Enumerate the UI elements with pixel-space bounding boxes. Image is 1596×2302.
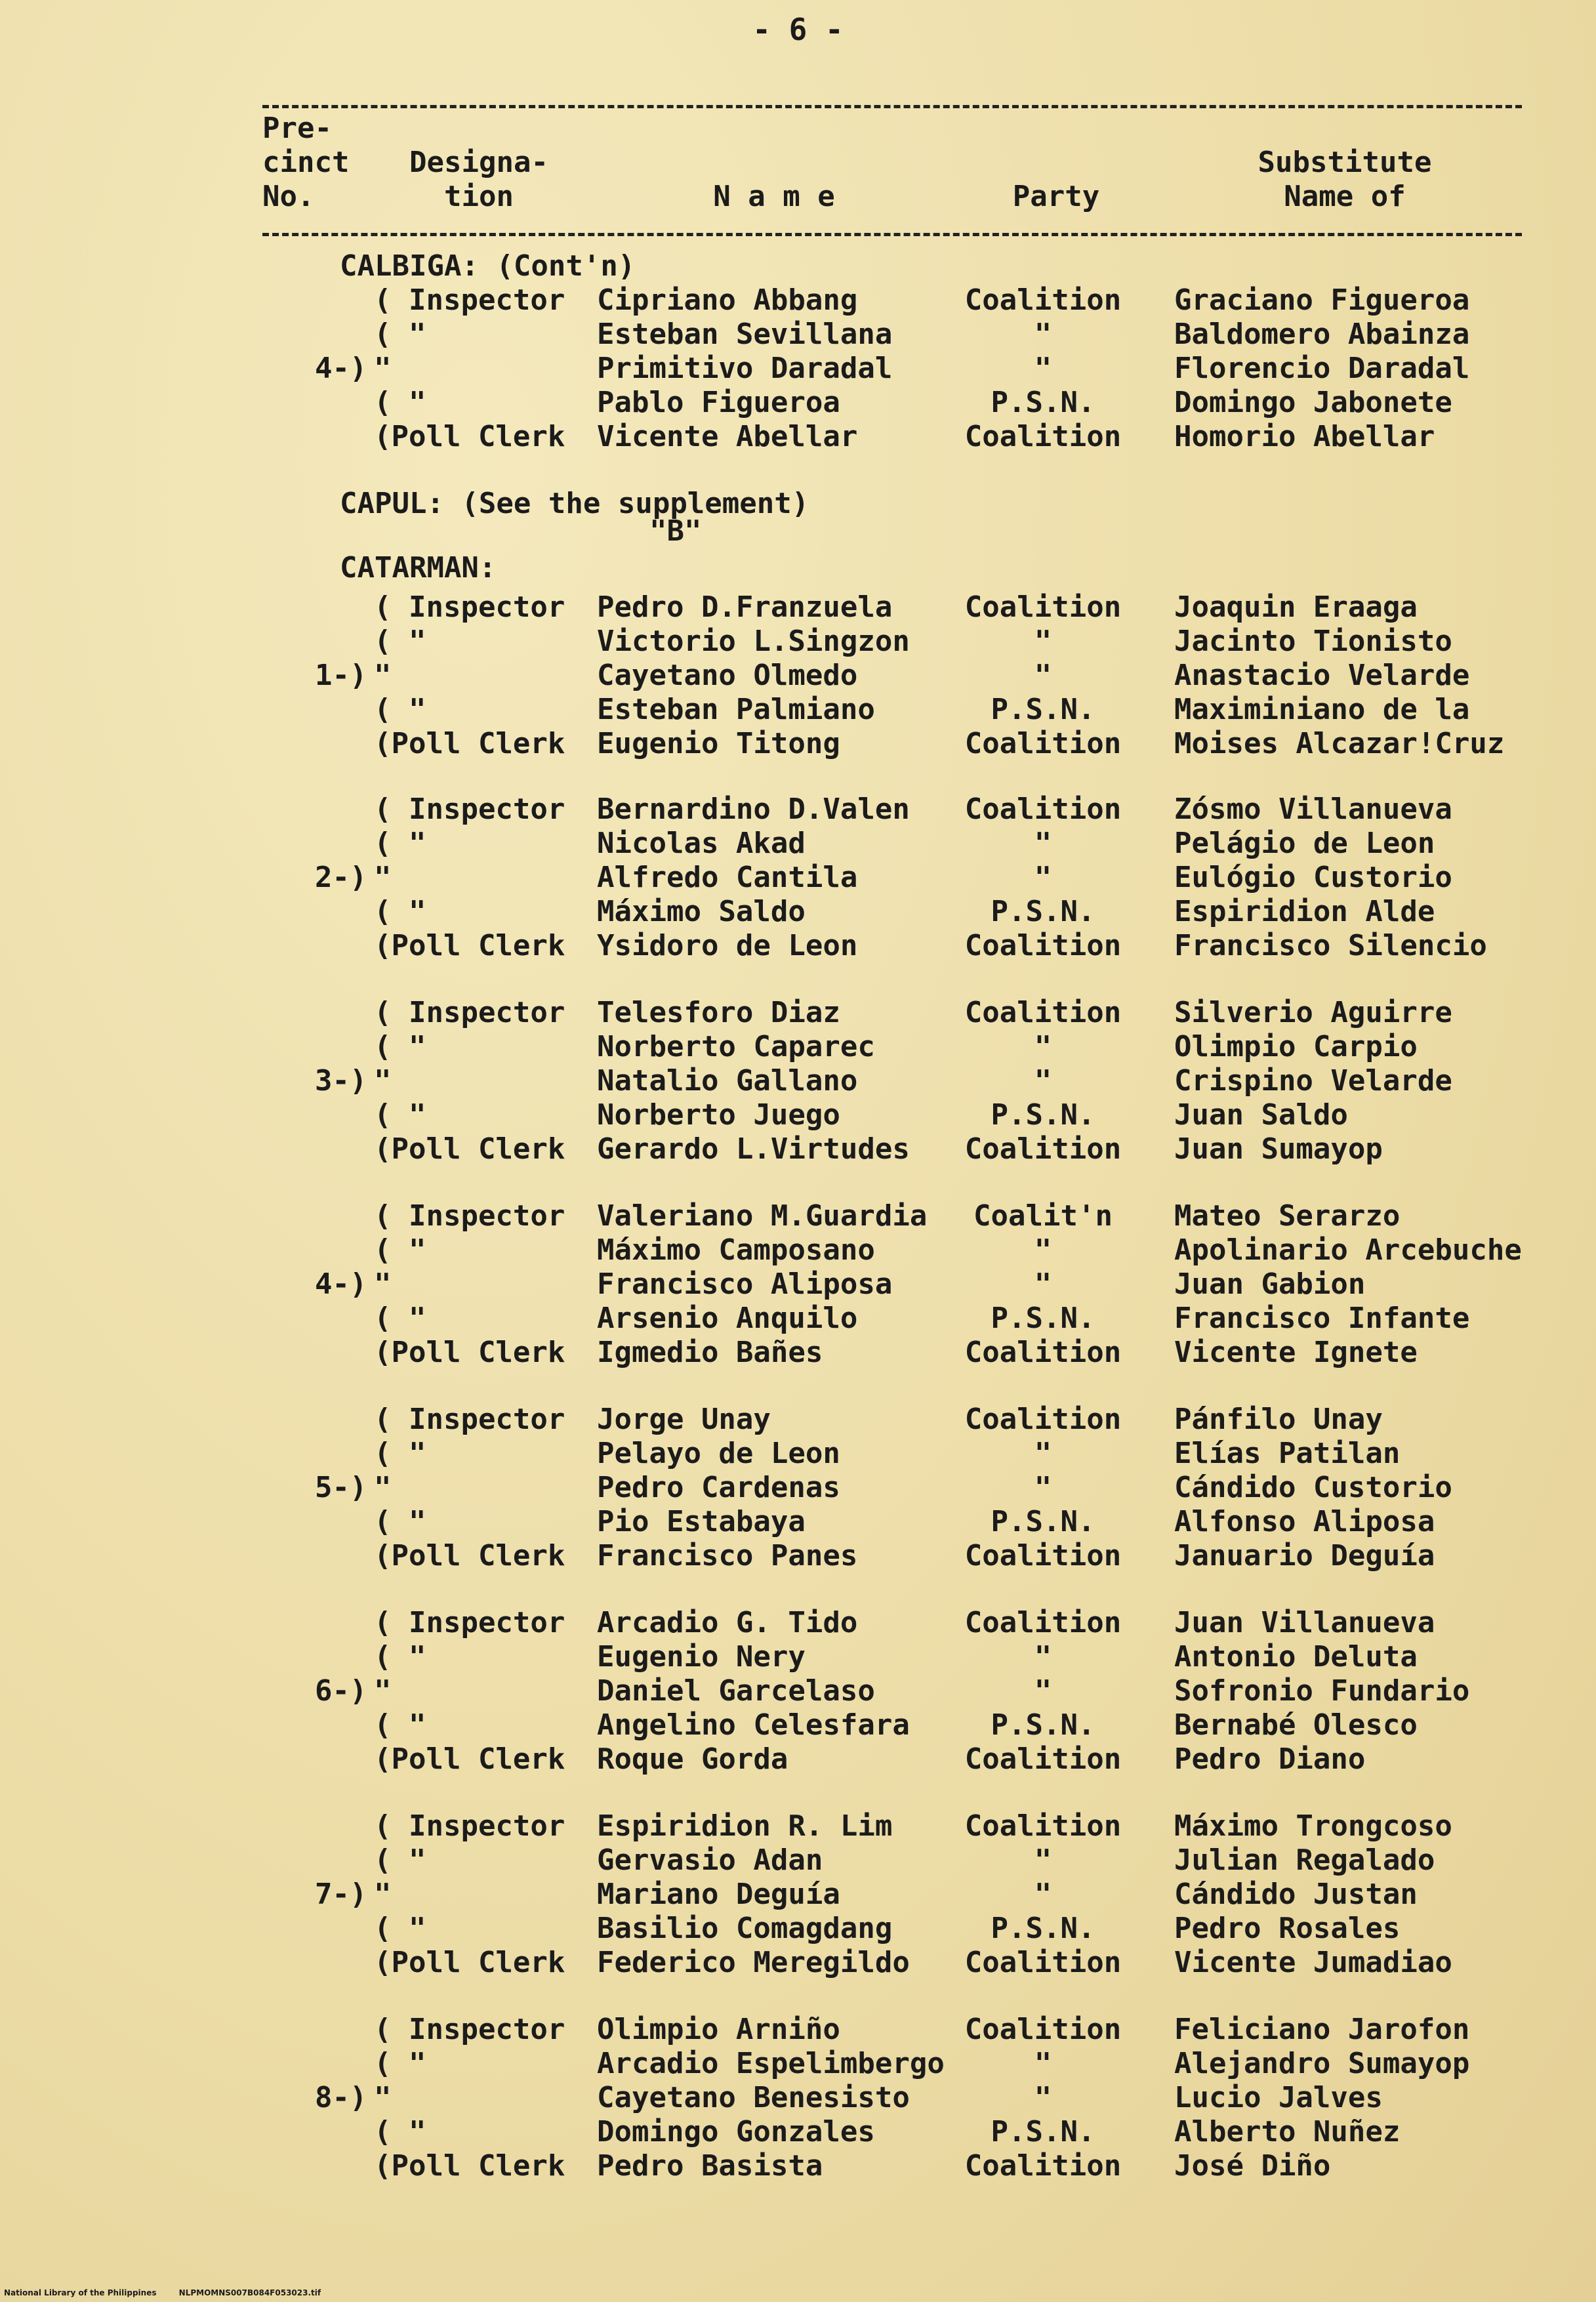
- precinct-number: 8-): [315, 2081, 367, 2114]
- name-cell: Francisco Panes: [597, 1539, 858, 1572]
- party-cell: ": [1034, 827, 1052, 860]
- designation-cell: (Poll Clerk: [374, 929, 565, 962]
- designation-cell: ( Inspector: [374, 996, 565, 1029]
- name-cell: Cipriano Abbang: [597, 283, 858, 317]
- name-cell: Cayetano Olmedo: [597, 659, 858, 692]
- designation-cell: (Poll Clerk: [374, 1132, 565, 1166]
- party-cell: ": [1034, 625, 1052, 658]
- name-cell: Esteban Palmiano: [597, 693, 875, 726]
- party-cell: ": [1034, 1233, 1052, 1267]
- substitute-cell: Moises Alcazar!Cruz: [1174, 727, 1505, 760]
- designation-cell: ( Inspector: [374, 1199, 565, 1233]
- table-row: [262, 1606, 1522, 1640]
- party-cell: Coalition: [964, 283, 1122, 317]
- header-designation-line1: Designa-: [409, 146, 548, 179]
- designation-cell: ": [374, 1267, 392, 1301]
- substitute-cell: Sofronio Fundario: [1174, 1674, 1470, 1708]
- substitute-cell: Apolinario Arcebuche: [1174, 1233, 1522, 1267]
- name-cell: Daniel Garcelaso: [597, 1674, 875, 1708]
- name-cell: Arcadio G. Tido: [597, 1606, 858, 1639]
- designation-cell: ( ": [374, 827, 426, 860]
- designation-cell: ( ": [374, 318, 426, 351]
- substitute-cell: Domingo Jabonete: [1174, 386, 1452, 419]
- designation-cell: ": [374, 1878, 392, 1911]
- table-row: [262, 1403, 1522, 1437]
- file-reference: NLPMOMNS007B084F053023.tif: [178, 2288, 321, 2297]
- designation-cell: ( Inspector: [374, 283, 565, 317]
- name-cell: Cayetano Benesisto: [597, 2081, 910, 2114]
- header-substitute-line2: Name of: [1284, 180, 1406, 213]
- substitute-cell: Elías Patilan: [1174, 1437, 1401, 1470]
- substitute-cell: Zósmo Villanueva: [1174, 792, 1452, 826]
- substitute-cell: Antonio Deluta: [1174, 1640, 1418, 1674]
- precinct-number: 1-): [315, 659, 367, 692]
- party-cell: ": [1034, 1640, 1052, 1674]
- designation-cell: ( ": [374, 2115, 426, 2148]
- table-row: [262, 1505, 1522, 1539]
- party-cell: ": [1034, 861, 1052, 894]
- name-cell: Olimpio Arniño: [597, 2013, 840, 2046]
- table-header: [262, 112, 1522, 236]
- table-row: [262, 1267, 1522, 1302]
- substitute-cell: Julian Regalado: [1174, 1843, 1435, 1877]
- designation-cell: ( ": [374, 386, 426, 419]
- designation-cell: ( Inspector: [374, 1606, 565, 1639]
- name-cell: Máximo Saldo: [597, 895, 806, 928]
- designation-cell: ( Inspector: [374, 1809, 565, 1843]
- name-cell: Eugenio Nery: [597, 1640, 806, 1674]
- designation-cell: (Poll Clerk: [374, 1336, 565, 1369]
- party-cell: ": [1034, 1878, 1052, 1911]
- substitute-cell: Januario Deguía: [1174, 1539, 1435, 1572]
- party-cell: Coalition: [964, 727, 1122, 760]
- substitute-cell: Francisco Infante: [1174, 1302, 1470, 1335]
- substitute-cell: Pedro Diano: [1174, 1742, 1366, 1776]
- table-row: [262, 861, 1522, 895]
- designation-cell: ( Inspector: [374, 590, 565, 624]
- name-cell: Norberto Caparec: [597, 1030, 875, 1063]
- table-row: [262, 386, 1522, 420]
- substitute-cell: Pedro Rosales: [1174, 1912, 1401, 1945]
- name-cell: Norberto Juego: [597, 1098, 840, 1132]
- party-cell: ": [1034, 1471, 1052, 1504]
- party-cell: ": [1034, 1674, 1052, 1708]
- substitute-cell: Alejandro Sumayop: [1174, 2047, 1470, 2080]
- header-precinct-line2: cinct: [262, 146, 350, 179]
- designation-cell: ( ": [374, 2047, 426, 2080]
- designation-cell: (Poll Clerk: [374, 1946, 565, 1979]
- party-cell: Coalition: [964, 2149, 1122, 2183]
- designation-cell: ( ": [374, 1098, 426, 1132]
- party-cell: Coalition: [964, 1132, 1122, 1166]
- header-designation: [394, 146, 564, 214]
- name-cell: Natalio Gallano: [597, 1064, 858, 1098]
- table-row: [262, 1539, 1522, 1573]
- precinct-number: 7-): [315, 1878, 367, 1911]
- name-cell: Domingo Gonzales: [597, 2115, 875, 2148]
- party-cell: Coalition: [964, 996, 1122, 1029]
- table-row: [262, 2115, 1522, 2149]
- precinct-number: 6-): [315, 1674, 367, 1708]
- name-cell: Angelino Celesfara: [597, 1708, 910, 1742]
- party-cell: P.S.N.: [991, 1912, 1095, 1945]
- table-row: [262, 318, 1522, 352]
- party-cell: Coalition: [964, 1946, 1122, 1979]
- name-cell: Primitivo Daradal: [597, 352, 893, 385]
- table-row: [262, 352, 1522, 386]
- precinct-block-catarman-8: [262, 2013, 1522, 2183]
- precinct-number: 4-): [315, 1267, 367, 1301]
- name-cell: Roque Gorda: [597, 1742, 788, 1776]
- designation-cell: ": [374, 1674, 392, 1708]
- party-cell: P.S.N.: [991, 895, 1095, 928]
- designation-cell: ( Inspector: [374, 792, 565, 826]
- substitute-cell: Homorio Abellar: [1174, 420, 1435, 453]
- party-cell: ": [1034, 1064, 1052, 1098]
- designation-cell: (Poll Clerk: [374, 420, 565, 453]
- substitute-cell: José Diño: [1174, 2149, 1331, 2183]
- substitute-cell: Juan Gabion: [1174, 1267, 1366, 1301]
- library-credit: National Library of the Philippines: [4, 2288, 157, 2297]
- designation-cell: ( ": [374, 1302, 426, 1335]
- designation-cell: ( ": [374, 1708, 426, 1742]
- designation-cell: ( ": [374, 1030, 426, 1063]
- designation-cell: ( ": [374, 1843, 426, 1877]
- name-cell: Bernardino D.Valen: [597, 792, 910, 826]
- name-cell: Igmedio Bañes: [597, 1336, 823, 1369]
- designation-cell: ( ": [374, 625, 426, 658]
- substitute-cell: Lucio Jalves: [1174, 2081, 1383, 2114]
- name-cell: Alfredo Cantila: [597, 861, 858, 894]
- substitute-cell: Joaquin Eraaga: [1174, 590, 1418, 624]
- table-row: [262, 1640, 1522, 1674]
- party-cell: ": [1034, 1843, 1052, 1877]
- party-cell: ": [1034, 1437, 1052, 1470]
- header-top-rule: [262, 105, 1522, 108]
- party-cell: P.S.N.: [991, 386, 1095, 419]
- name-cell: Pedro Basista: [597, 2149, 823, 2183]
- party-cell: P.S.N.: [991, 1302, 1095, 1335]
- substitute-cell: Bernabé Olesco: [1174, 1708, 1418, 1742]
- table-row: [262, 1437, 1522, 1471]
- name-cell: Arcadio Espelimbergo: [597, 2047, 945, 2080]
- name-cell: Esteban Sevillana: [597, 318, 893, 351]
- substitute-cell: Crispino Velarde: [1174, 1064, 1452, 1098]
- designation-cell: ": [374, 861, 392, 894]
- party-cell: Coalition: [964, 1606, 1122, 1639]
- substitute-cell: Vicente Jumadiao: [1174, 1946, 1452, 1979]
- capul-supplement-note: "B": [649, 514, 702, 548]
- substitute-cell: Baldomero Abainza: [1174, 318, 1470, 351]
- substitute-cell: Juan Saldo: [1174, 1098, 1348, 1132]
- party-cell: Coalit'n: [973, 1199, 1113, 1233]
- party-cell: P.S.N.: [991, 1098, 1095, 1132]
- table-row: [262, 1809, 1522, 1843]
- table-row: [262, 1098, 1522, 1132]
- table-row: [262, 827, 1522, 861]
- designation-cell: ( ": [374, 693, 426, 726]
- name-cell: Eugenio Titong: [597, 727, 840, 760]
- table-row: [262, 590, 1522, 625]
- table-row: [262, 2047, 1522, 2081]
- designation-cell: ( ": [374, 1233, 426, 1267]
- designation-cell: ": [374, 1064, 392, 1098]
- name-cell: Pio Estabaya: [597, 1505, 806, 1538]
- party-cell: P.S.N.: [991, 693, 1095, 726]
- substitute-cell: Pánfilo Unay: [1174, 1403, 1383, 1436]
- header-name: N a m e: [713, 180, 835, 213]
- substitute-cell: Eulógio Custorio: [1174, 861, 1452, 894]
- name-cell: Arsenio Anquilo: [597, 1302, 858, 1335]
- table-row: [262, 1674, 1522, 1708]
- name-cell: Mariano Deguía: [597, 1878, 840, 1911]
- name-cell: Basilio Comagdang: [597, 1912, 893, 1945]
- precinct-block-calbiga-4: [262, 283, 1522, 454]
- party-cell: Coalition: [964, 929, 1122, 962]
- name-cell: Pablo Figueroa: [597, 386, 840, 419]
- page-number: - 6 -: [752, 12, 844, 47]
- table-row: [262, 727, 1522, 761]
- header-precinct: [262, 112, 361, 214]
- substitute-cell: Anastacio Velarde: [1174, 659, 1470, 692]
- header-substitute-line1: Substitute: [1258, 146, 1432, 179]
- table-row: [262, 1708, 1522, 1742]
- party-cell: Coalition: [964, 792, 1122, 826]
- substitute-cell: Espiridion Alde: [1174, 895, 1435, 928]
- table-row: [262, 1302, 1522, 1336]
- substitute-cell: Juan Villanueva: [1174, 1606, 1435, 1639]
- substitute-cell: Juan Sumayop: [1174, 1132, 1383, 1166]
- designation-cell: (Poll Clerk: [374, 2149, 565, 2183]
- designation-cell: ": [374, 1471, 392, 1504]
- party-cell: P.S.N.: [991, 1708, 1095, 1742]
- table-row: [262, 929, 1522, 963]
- name-cell: Telesforo Diaz: [597, 996, 840, 1029]
- table-row: [262, 693, 1522, 727]
- section-title-calbiga: CALBIGA: (Cont'n): [340, 249, 636, 283]
- name-cell: Nicolas Akad: [597, 827, 806, 860]
- substitute-cell: Francisco Silencio: [1174, 929, 1487, 962]
- substitute-cell: Jacinto Tionisto: [1174, 625, 1452, 658]
- name-cell: Espiridion R. Lim: [597, 1809, 893, 1843]
- substitute-cell: Cándido Custorio: [1174, 1471, 1452, 1504]
- precinct-block-catarman-1: [262, 590, 1522, 761]
- header-substitute: [1181, 146, 1509, 214]
- designation-cell: ( Inspector: [374, 1403, 565, 1436]
- designation-cell: ": [374, 2081, 392, 2114]
- substitute-cell: Máximo Trongcoso: [1174, 1809, 1452, 1843]
- party-cell: Coalition: [964, 420, 1122, 453]
- header-precinct-line3: No.: [262, 180, 315, 213]
- substitute-cell: Maximiniano de la: [1174, 693, 1470, 726]
- party-cell: Coalition: [964, 590, 1122, 624]
- substitute-cell: Florencio Daradal: [1174, 352, 1470, 385]
- table-row: [262, 2149, 1522, 2183]
- precinct-number: 3-): [315, 1064, 367, 1098]
- party-cell: ": [1034, 352, 1052, 385]
- precinct-block-catarman-3: [262, 996, 1522, 1166]
- table-row: [262, 1843, 1522, 1878]
- section-title-catarman: CATARMAN:: [340, 551, 497, 585]
- header-designation-line2: tion: [444, 180, 514, 213]
- precinct-number: 4-): [315, 352, 367, 385]
- table-row: [262, 1064, 1522, 1098]
- table-row: [262, 2013, 1522, 2047]
- table-row: [262, 1912, 1522, 1946]
- substitute-cell: Feliciano Jarofon: [1174, 2013, 1470, 2046]
- table-row: [262, 420, 1522, 454]
- designation-cell: (Poll Clerk: [374, 1539, 565, 1572]
- designation-cell: ( ": [374, 1640, 426, 1674]
- name-cell: Pelayo de Leon: [597, 1437, 840, 1470]
- table-row: [262, 895, 1522, 929]
- table-row: [262, 1878, 1522, 1912]
- table-row: [262, 1471, 1522, 1505]
- substitute-cell: Mateo Serarzo: [1174, 1199, 1401, 1233]
- designation-cell: ( ": [374, 1912, 426, 1945]
- party-cell: ": [1034, 2047, 1052, 2080]
- party-cell: ": [1034, 2081, 1052, 2114]
- name-cell: Valeriano M.Guardia: [597, 1199, 928, 1233]
- name-cell: Jorge Unay: [597, 1403, 771, 1436]
- name-cell: Gervasio Adan: [597, 1843, 823, 1877]
- table-row: [262, 1030, 1522, 1064]
- header-precinct-line1: Pre-: [262, 112, 332, 145]
- party-cell: Coalition: [964, 2013, 1122, 2046]
- name-cell: Pedro Cardenas: [597, 1471, 840, 1504]
- table-row: [262, 283, 1522, 318]
- table-row: [262, 659, 1522, 693]
- substitute-cell: Olimpio Carpio: [1174, 1030, 1418, 1063]
- substitute-cell: Alfonso Aliposa: [1174, 1505, 1435, 1538]
- party-cell: P.S.N.: [991, 2115, 1095, 2148]
- substitute-cell: Alberto Nuñez: [1174, 2115, 1401, 2148]
- substitute-cell: Silverio Aguirre: [1174, 996, 1452, 1029]
- table-row: [262, 625, 1522, 659]
- precinct-block-catarman-7: [262, 1809, 1522, 1980]
- designation-cell: ( Inspector: [374, 2013, 565, 2046]
- party-cell: Coalition: [964, 1336, 1122, 1369]
- party-cell: ": [1034, 1030, 1052, 1063]
- name-cell: Máximo Camposano: [597, 1233, 875, 1267]
- substitute-cell: Pelágio de Leon: [1174, 827, 1435, 860]
- precinct-block-catarman-5: [262, 1403, 1522, 1573]
- header-party: Party: [1012, 180, 1100, 213]
- party-cell: Coalition: [964, 1742, 1122, 1776]
- party-cell: Coalition: [964, 1403, 1122, 1436]
- table-row: [262, 792, 1522, 827]
- substitute-cell: Cándido Justan: [1174, 1878, 1418, 1911]
- table-row: [262, 996, 1522, 1030]
- scan-footer: [4, 2288, 340, 2297]
- designation-cell: (Poll Clerk: [374, 727, 565, 760]
- party-cell: P.S.N.: [991, 1505, 1095, 1538]
- party-cell: Coalition: [964, 1809, 1122, 1843]
- precinct-block-catarman-4: [262, 1199, 1522, 1370]
- table-row: [262, 1233, 1522, 1267]
- precinct-number: 5-): [315, 1471, 367, 1504]
- table-row: [262, 1336, 1522, 1370]
- designation-cell: ": [374, 352, 392, 385]
- name-cell: Francisco Aliposa: [597, 1267, 893, 1301]
- table-row: [262, 1742, 1522, 1777]
- precinct-number: 2-): [315, 861, 367, 894]
- header-bottom-rule: [262, 233, 1522, 236]
- designation-cell: ": [374, 659, 392, 692]
- substitute-cell: Graciano Figueroa: [1174, 283, 1470, 317]
- precinct-block-catarman-6: [262, 1606, 1522, 1777]
- table-row: [262, 2081, 1522, 2115]
- designation-cell: ( ": [374, 1505, 426, 1538]
- designation-cell: (Poll Clerk: [374, 1742, 565, 1776]
- name-cell: Pedro D.Franzuela: [597, 590, 893, 624]
- name-cell: Gerardo L.Virtudes: [597, 1132, 910, 1166]
- party-cell: ": [1034, 659, 1052, 692]
- name-cell: Victorio L.Singzon: [597, 625, 910, 658]
- section-title-capul: CAPUL: (See the supplement): [340, 487, 809, 520]
- precinct-block-catarman-2: [262, 792, 1522, 963]
- party-cell: ": [1034, 318, 1052, 351]
- name-cell: Federico Meregildo: [597, 1946, 910, 1979]
- designation-cell: ( ": [374, 1437, 426, 1470]
- party-cell: Coalition: [964, 1539, 1122, 1572]
- name-cell: Ysidoro de Leon: [597, 929, 858, 962]
- table-row: [262, 1132, 1522, 1166]
- designation-cell: ( ": [374, 895, 426, 928]
- table-row: [262, 1199, 1522, 1233]
- substitute-cell: Vicente Ignete: [1174, 1336, 1418, 1369]
- party-cell: ": [1034, 1267, 1052, 1301]
- name-cell: Vicente Abellar: [597, 420, 858, 453]
- table-row: [262, 1946, 1522, 1980]
